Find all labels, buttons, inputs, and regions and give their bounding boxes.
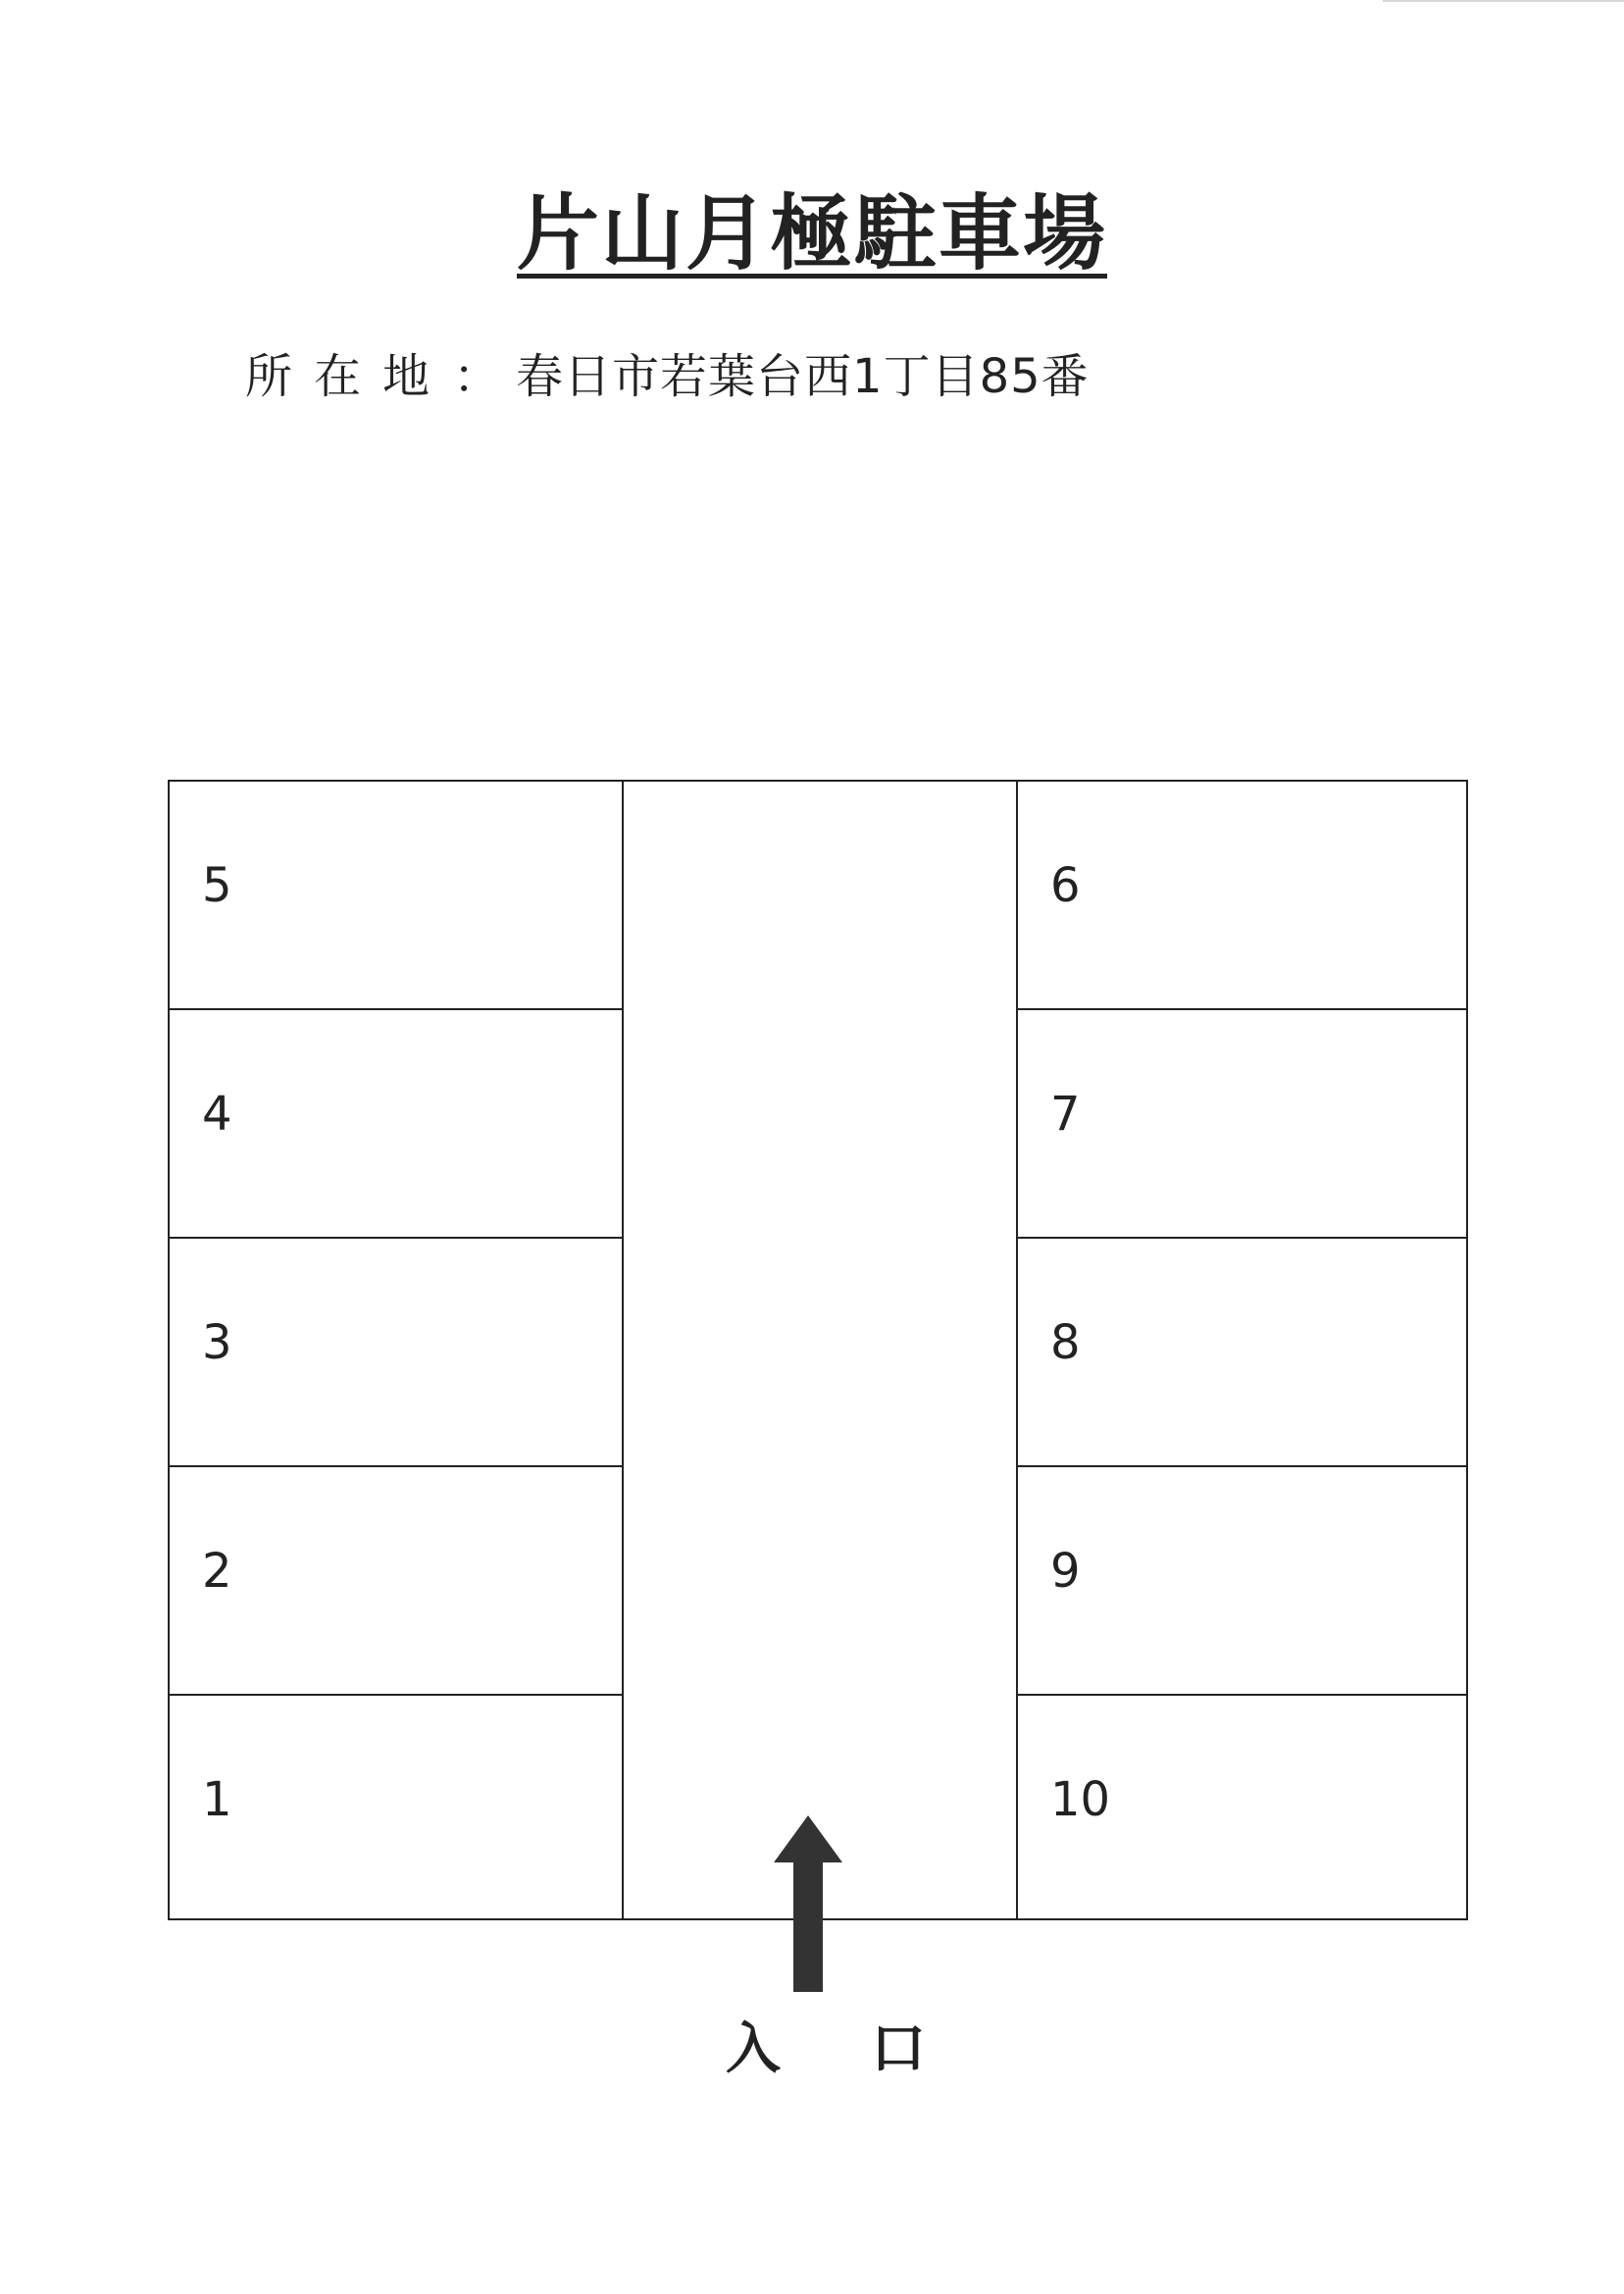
scan-edge-line <box>1383 0 1624 2</box>
address-separator: ： <box>453 349 501 404</box>
space-number: 7 <box>1050 1087 1081 1142</box>
parking-space-10 <box>1016 1694 1468 1920</box>
space-number: 10 <box>1050 1772 1111 1827</box>
parking-space-9 <box>1016 1465 1468 1696</box>
space-number: 4 <box>202 1087 232 1142</box>
address-line <box>245 345 1090 408</box>
driving-aisle <box>622 780 1018 1920</box>
parking-space-6 <box>1016 780 1468 1010</box>
parking-space-1 <box>168 1694 624 1920</box>
space-number: 3 <box>202 1315 232 1370</box>
parking-space-2 <box>168 1465 624 1696</box>
space-number: 8 <box>1050 1315 1081 1370</box>
space-number: 6 <box>1050 858 1081 913</box>
arrow-up-icon <box>774 1815 842 1992</box>
parking-space-5 <box>168 780 624 1010</box>
address-value: 春日市若葉台西1丁目85番 <box>516 349 1090 404</box>
space-number: 2 <box>202 1544 232 1599</box>
space-number: 1 <box>202 1772 232 1827</box>
entrance-label: 入口 <box>726 2017 1016 2081</box>
page-title <box>0 184 1624 282</box>
parking-space-3 <box>168 1237 624 1467</box>
parking-space-8 <box>1016 1237 1468 1467</box>
parking-space-7 <box>1016 1008 1468 1239</box>
page-title-text: 片山月極駐車場 <box>516 185 1107 281</box>
space-number: 5 <box>202 858 232 913</box>
address-label: 所在地 <box>245 349 452 404</box>
parking-space-4 <box>168 1008 624 1239</box>
space-number: 9 <box>1050 1544 1081 1599</box>
